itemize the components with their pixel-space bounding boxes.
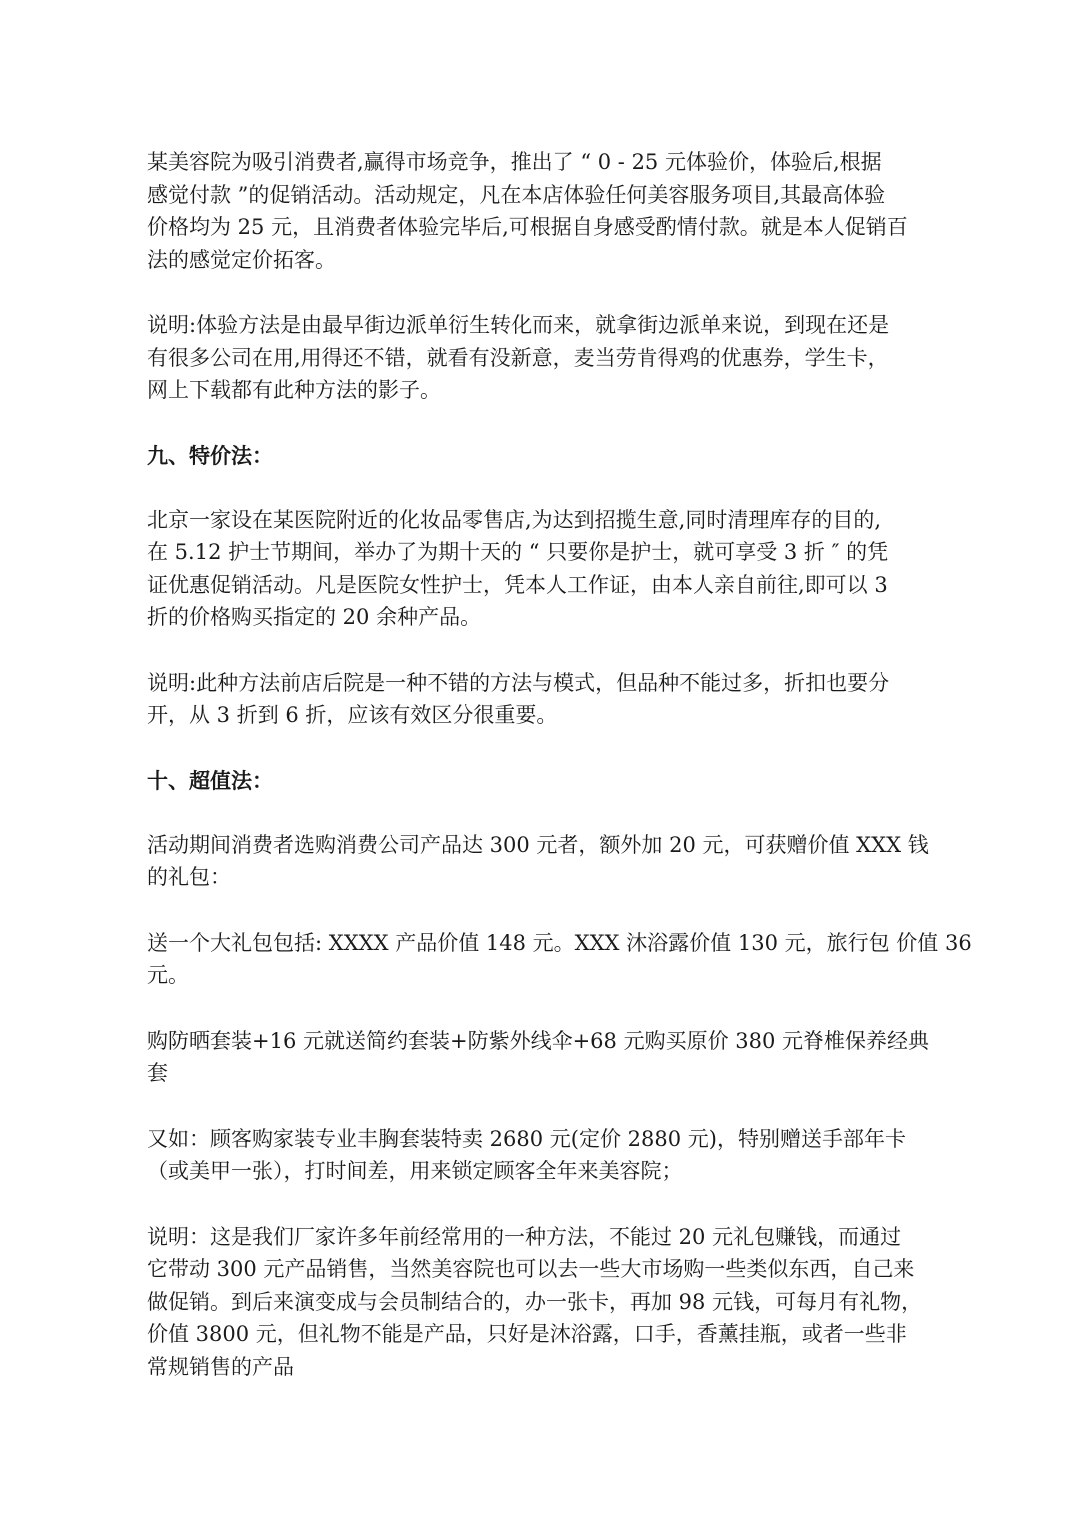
text-line: 活动期间消费者选购消费公司产品达 300 元者，额外加 20 元，可获赠价值 XXX 钱: [147, 832, 929, 857]
text-line: 价格均为 25 元，且消费者体验完毕后,可根据自身感受酌情付款。就是本人促销百: [147, 215, 908, 239]
paragraph-experience-note: [147, 309, 947, 407]
document-page: [147, 146, 972, 1416]
text-line: （或美甲一张），打时间差，用来锁定顾客全年来美容院；: [147, 1159, 683, 1183]
text-line: 网上下载都有此种方法的影子。: [147, 378, 441, 402]
text-line: 做促销。到后来演变成与会员制结合的，办一张卡，再加 98 元钱，可每月有礼物，: [147, 1289, 923, 1314]
text-line: 折的价格购买指定的 20 余种产品。: [147, 605, 482, 629]
text-line: 证优惠促销活动。凡是医院女性护士，凭本人工作证，由本人亲自前往,即可以 3: [147, 572, 888, 597]
paragraph-experience-price: [147, 146, 947, 276]
paragraph-gift-pack: [147, 927, 972, 992]
text-line: 又如：顾客购家装专业丰胸套装特卖 2680 元(定价 2880 元)，特别赠送手部年卡: [147, 1126, 906, 1151]
text-line: 元。: [147, 963, 189, 987]
paragraph-super-value: [147, 829, 947, 894]
text-line: 说明:体验方法是由最早街边派单衍生转化而来，就拿街边派单来说，到现在还是: [147, 313, 890, 337]
text-line: 它带动 300 元产品销售，当然美容院也可以去一些大市场购一些类似东西，自己来: [147, 1257, 915, 1281]
text-line: 说明：这是我们厂家许多年前经常用的一种方法，不能过 20 元礼包赚钱，而通过: [147, 1224, 902, 1249]
text-line: 开，从 3 折到 6 折，应该有效区分很重要。: [147, 703, 558, 727]
text-line: 的礼包：: [147, 865, 231, 889]
paragraph-sunscreen-set: [147, 1025, 947, 1090]
section-heading-super-value: 十、超值法：: [147, 768, 273, 793]
text-line: 套: [147, 1061, 168, 1085]
text-line: 在 5.12 护士节期间，举办了为期十天的 “ 只要你是护士，就可享受 3 折 ″ 的凭: [147, 540, 889, 564]
text-line: 送一个大礼包包括: XXXX 产品价值 148 元。XXX 沐浴露价值 130 元，旅行包 价值 36: [147, 930, 972, 955]
text-line: 法的感觉定价拓客。: [147, 247, 336, 272]
text-line: 某美容院为吸引消费者,赢得市场竞争，推出了 “ 0 - 25 元体验价，体验后,根据: [147, 150, 882, 174]
paragraph-special-price-note: [147, 667, 947, 732]
text-line: 北京一家设在某医院附近的化妆品零售店,为达到招揽生意,同时清理库存的目的,: [147, 507, 882, 532]
text-line: 常规销售的产品: [147, 1354, 294, 1379]
paragraph-special-price: [147, 504, 947, 634]
section-heading-special-price: 九、特价法：: [147, 443, 273, 468]
text-line: 感觉付款 ”的促销活动。活动规定，凡在本店体验任何美容服务项目,其最高体验: [147, 182, 886, 207]
text-line: 有很多公司在用,用得还不错，就看有没新意，麦当劳肯得鸡的优惠券，学生卡，: [147, 345, 889, 370]
paragraph-example: [147, 1123, 947, 1188]
text-line: 购防晒套装+16 元就送简约套装+防紫外线伞+68 元购买原价 380 元脊椎保养经典: [147, 1028, 930, 1053]
text-line: 价值 3800 元，但礼物不能是产品，只好是沐浴露，口手，香薰挂瓶，或者一些非: [147, 1322, 907, 1346]
paragraph-super-value-note: [147, 1221, 947, 1384]
text-line: 说明:此种方法前店后院是一种不错的方法与模式，但品种不能过多，折扣也要分: [147, 670, 890, 695]
